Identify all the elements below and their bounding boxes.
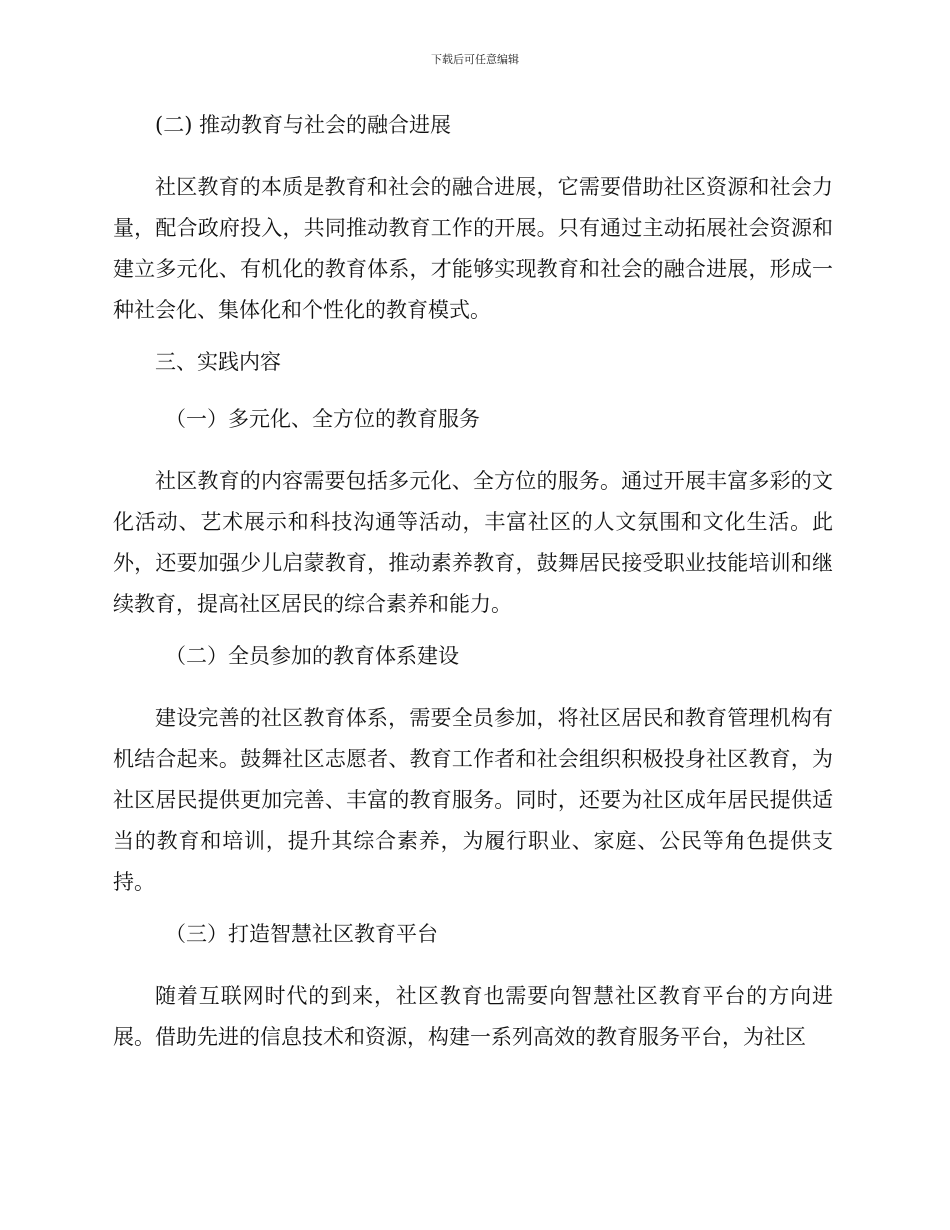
paragraph-smart-platform: 随着互联网时代的到来，社区教育也需要向智慧社区教育平台的方向进展。借助先进的信息技术和资源，构建一系列高效的教育服务平台，为社区 bbox=[113, 984, 833, 1049]
paragraph-full-participation: 建设完善的社区教育体系，需要全员参加，将社区居民和教育管理机构有机结合起来。鼓舞社区志愿者、教育工作者和社会组织积极投身社区教育，为社区居民提供更加完善、丰富的教育服务。同时，还要为社区成年居民提供适当的教育和培训，提升其综合素养，为履行职业、家庭、公民等角色提供支持。 bbox=[113, 706, 833, 894]
paragraph-social-integration: 社区教育的本质是教育和社会的融合进展，它需要借助社区资源和社会力量，配合政府投入，共同推动教育工作的开展。只有通过主动拓展社会资源和建立多元化、有机化的教育体系，才能够实现教育和社会的融合进展，形成一种社会化、集体化和个性化的教育模式。 bbox=[113, 175, 833, 322]
document-body bbox=[113, 110, 833, 1074]
section-heading-smart-platform: （三）打造智慧社区教育平台 bbox=[165, 922, 438, 946]
section-heading-full-participation: （二）全员参加的教育体系建设 bbox=[165, 644, 459, 668]
section-heading-practice-content: 三、实践内容 bbox=[155, 350, 281, 374]
page-header-note: 下载后可任意编辑 bbox=[431, 53, 519, 66]
section-heading-social-integration: (二) 推动教育与社会的融合进展 bbox=[155, 113, 452, 137]
paragraph-diverse-services: 社区教育的内容需要包括多元化、全方位的服务。通过开展丰富多彩的文化活动、艺术展示和科技沟通等活动，丰富社区的人文氛围和文化生活。此外，还要加强少儿启蒙教育，推动素养教育，鼓舞居民接受职业技能培训和继续教育，提高社区居民的综合素养和能力。 bbox=[113, 469, 833, 616]
section-heading-diverse-services: （一）多元化、全方位的教育服务 bbox=[165, 407, 480, 431]
